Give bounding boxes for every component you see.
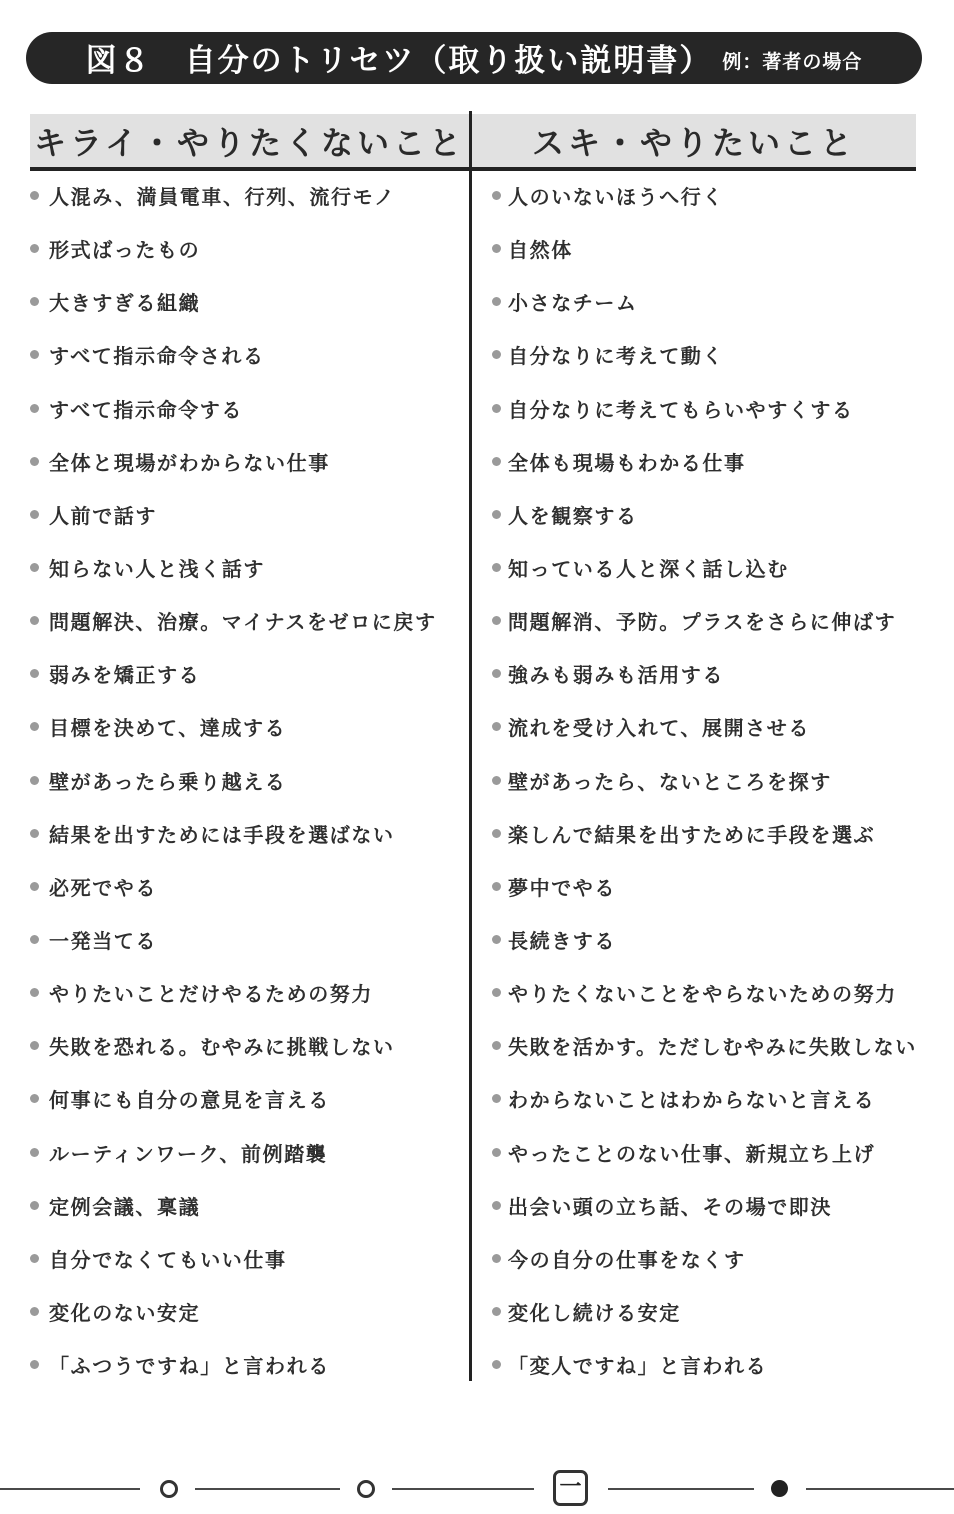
like-item [492,1285,916,1338]
dislike-item [30,1019,466,1072]
like-item-text: 人のいないほうへ行く [508,185,724,210]
dislike-item [30,860,466,913]
right-column-header: スキ・やりたいこと [472,114,916,167]
dislike-item [30,1232,466,1285]
dislike-item-text: 結果を出すためには手段を選ばない [49,822,395,847]
like-item [492,382,916,435]
dislike-item [30,1072,466,1125]
dislike-item [30,1126,466,1179]
like-item [492,754,916,807]
bullet-icon [492,722,501,731]
dislike-item [30,169,466,222]
bullet-icon [30,350,39,359]
bullet-icon [492,1201,501,1210]
dislike-item [30,435,466,488]
bullet-icon [492,1307,501,1316]
bullet-icon [492,1254,501,1263]
like-item-text: 出会い頭の立ち話、その場で即決 [508,1194,832,1219]
dislike-item [30,913,466,966]
like-item [492,1126,916,1179]
like-item [492,647,916,700]
bullet-icon [492,350,501,359]
like-item-text: 壁があったら、ないところを探す [508,769,832,794]
bullet-icon [492,882,501,891]
bullet-icon [30,404,39,413]
dislike-item [30,807,466,860]
bullet-icon [30,882,39,891]
dislike-item-text: 知らない人と浅く話す [49,557,265,582]
like-item [492,1179,916,1232]
dislike-item-text: 変化のない安定 [49,1301,201,1326]
dislike-item [30,328,466,381]
bullet-icon [30,1360,39,1369]
dislike-item-text: 大きすぎる組織 [49,291,201,316]
dislike-item-text: 何事にも自分の意見を言える [49,1088,330,1113]
dislike-item [30,1179,466,1232]
dislike-item [30,647,466,700]
left-column-header: キライ・やりたくないこと [30,114,469,167]
bullet-icon [30,510,39,519]
dislike-item-text: 必死でやる [49,875,157,900]
dislike-item [30,700,466,753]
footer-rule [608,1488,754,1490]
bullet-icon [492,1094,501,1103]
like-item-text: 楽しんで結果を出すために手段を選ぶ [508,822,876,847]
bullet-icon [492,1041,501,1050]
figure-subtitle: 例：著者の場合 [722,50,863,73]
footer-circle-icon [160,1480,178,1498]
bullet-icon [30,829,39,838]
like-item-text: 自分なりに考えて動く [508,344,724,369]
dislike-item-text: 一発当てる [49,929,157,954]
dislike-item [30,1285,466,1338]
bullet-icon [492,563,501,572]
like-item [492,1072,916,1125]
bullet-icon [30,616,39,625]
bullet-icon [30,1094,39,1103]
bullet-icon [492,244,501,253]
bullet-icon [30,563,39,572]
dislike-item [30,754,466,807]
like-item-text: 人を観察する [508,503,638,528]
dislike-item [30,488,466,541]
bullet-icon [492,988,501,997]
dislike-item-text: 形式ばったもの [49,238,201,263]
dislike-item-text: やりたいことだけやるための努力 [49,982,373,1007]
dislike-list [30,169,466,1391]
figure-title: 図８ 自分のトリセツ（取り扱い説明書） [85,42,713,79]
page-mark: 一 [553,1470,588,1506]
like-item [492,860,916,913]
bullet-icon [30,1307,39,1316]
dislike-item-text: すべて指示命令される [49,344,265,369]
like-item-text: 変化し続ける安定 [508,1301,681,1326]
like-item [492,435,916,488]
like-item-text: 「変人ですね」と言われる [508,1354,768,1379]
bullet-icon [492,191,501,200]
like-item-text: やったことのない仕事、新規立ち上げ [508,1141,876,1166]
comparison-table [30,111,916,1381]
like-item-text: 知っている人と深く話し込む [508,557,789,582]
dislike-item-text: 「ふつうですね」と言われる [49,1354,330,1379]
dislike-item-text: 自分でなくてもいい仕事 [49,1247,287,1272]
like-item [492,541,916,594]
like-item-text: 自然体 [508,238,573,263]
like-item-text: 全体も現場もわかる仕事 [508,450,746,475]
footer-rule [195,1488,340,1490]
like-item-text: 失敗を活かす。ただしむやみに失敗しない [508,1035,917,1060]
dislike-item-text: 弱みを矯正する [49,663,201,688]
dislike-item [30,275,466,328]
like-item-text: 問題解消、予防。プラスをさらに伸ばす [508,610,897,635]
like-item [492,488,916,541]
dislike-item-text: 定例会議、稟議 [49,1194,201,1219]
bullet-icon [30,244,39,253]
like-item-text: わからないことはわからないと言える [508,1088,876,1113]
like-item [492,275,916,328]
dislike-item [30,966,466,1019]
bullet-icon [30,669,39,678]
bullet-icon [492,457,501,466]
dislike-item [30,541,466,594]
like-item [492,700,916,753]
like-item-text: 自分なりに考えてもらいやすくする [508,397,854,422]
column-divider [469,111,472,1381]
dislike-item [30,222,466,275]
bullet-icon [492,935,501,944]
like-item-text: 小さなチーム [508,291,638,316]
like-item-text: 夢中でやる [508,875,616,900]
bullet-icon [492,1360,501,1369]
footer-circle-icon [357,1480,375,1498]
figure-title-bar [26,32,922,84]
like-list [492,169,916,1391]
dislike-item [30,1338,466,1391]
footer-rule [0,1488,140,1490]
dislike-item [30,594,466,647]
like-item [492,966,916,1019]
bullet-icon [30,457,39,466]
bullet-icon [492,297,501,306]
footer-rule [392,1488,534,1490]
bullet-icon [30,1201,39,1210]
bullet-icon [492,669,501,678]
dislike-item-text: 人混み、満員電車、行列、流行モノ [49,185,396,210]
like-item-text: 長続きする [508,929,616,954]
dislike-item-text: 問題解決、治療。マイナスをゼロに戻す [49,610,437,635]
bullet-icon [30,776,39,785]
bullet-icon [492,510,501,519]
bullet-icon [30,935,39,944]
like-item [492,1232,916,1285]
like-item-text: 流れを受け入れて、展開させる [508,716,810,741]
like-item-text: 強みも弱みも活用する [508,663,724,688]
bullet-icon [492,616,501,625]
like-item [492,807,916,860]
bullet-icon [492,404,501,413]
dislike-item-text: 失敗を恐れる。むやみに挑戦しない [49,1035,395,1060]
dislike-item-text: 目標を決めて、達成する [49,716,287,741]
dislike-item-text: 人前で話す [49,503,157,528]
like-item [492,1338,916,1391]
like-item [492,594,916,647]
bullet-icon [30,722,39,731]
bullet-icon [492,1148,501,1157]
like-item-text: 今の自分の仕事をなくす [508,1247,746,1272]
like-item-text: やりたくないことをやらないための努力 [508,982,897,1007]
dislike-item [30,382,466,435]
bullet-icon [30,988,39,997]
bullet-icon [30,1254,39,1263]
page-footer [0,1470,954,1510]
footer-rule [806,1488,954,1490]
like-item [492,169,916,222]
footer-filled-dot-icon [771,1480,788,1497]
bullet-icon [30,1148,39,1157]
like-item [492,328,916,381]
bullet-icon [492,776,501,785]
bullet-icon [30,297,39,306]
dislike-item-text: ルーティンワーク、前例踏襲 [49,1141,328,1166]
bullet-icon [30,191,39,200]
bullet-icon [492,829,501,838]
bullet-icon [30,1041,39,1050]
dislike-item-text: すべて指示命令する [49,397,243,422]
dislike-item-text: 壁があったら乗り越える [49,769,287,794]
like-item [492,1019,916,1072]
like-item [492,222,916,275]
dislike-item-text: 全体と現場がわからない仕事 [49,450,330,475]
like-item [492,913,916,966]
